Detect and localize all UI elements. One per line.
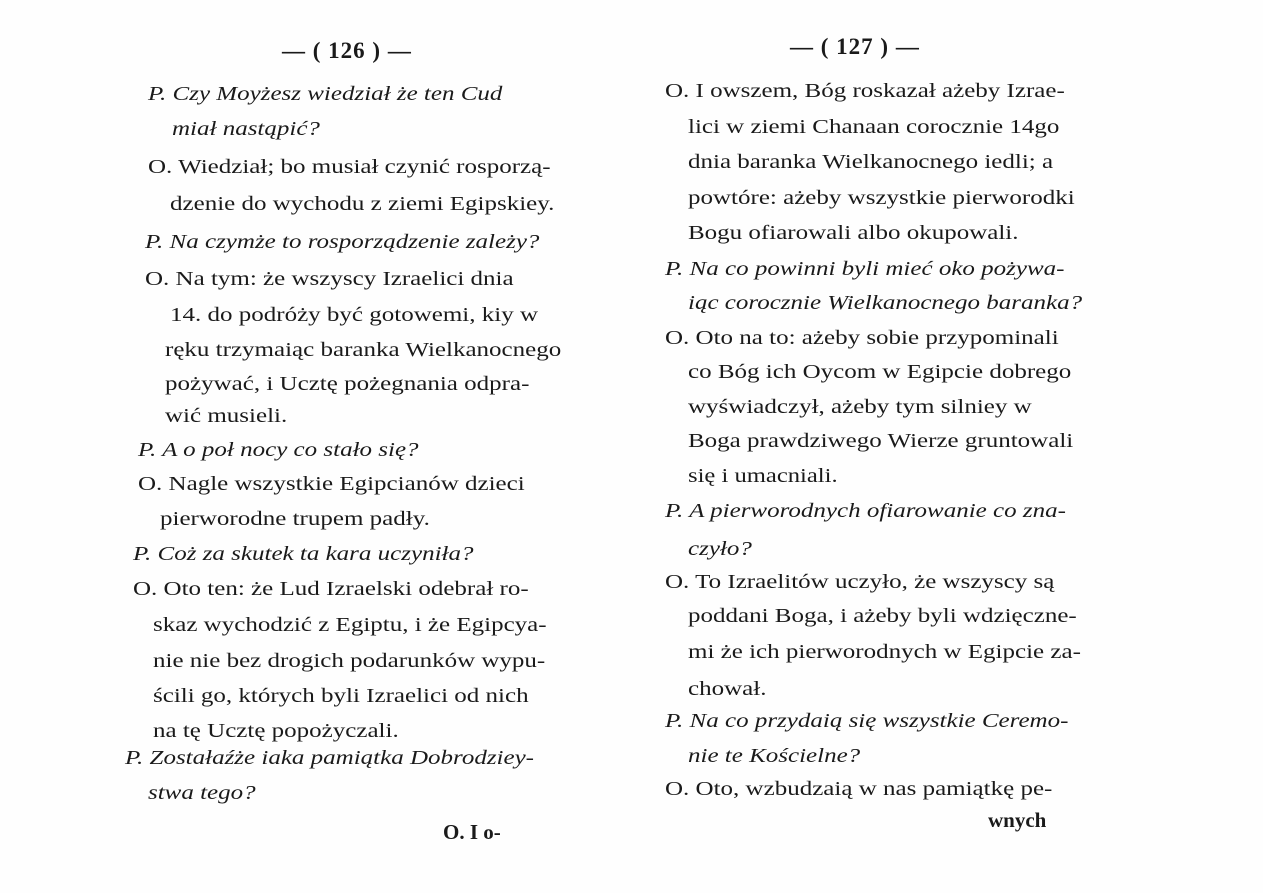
question-line: czyło? [688,538,752,560]
question-line: P. Na co przydaią się wszystkie Ceremo- [665,710,1069,732]
answer-line: mi że ich pierworodnych w Egipcie za- [688,641,1081,663]
answer-line: O. Na tym: że wszyscy Izraelici dnia [145,268,514,290]
question-line: iąc corocznie Wielkanocnego baranka? [688,292,1083,314]
answer-line: wić musieli. [165,405,288,427]
answer-line: chował. [688,678,767,700]
answer-line: O. Wiedział; bo musiał czynić rosporzą- [148,156,551,178]
answer-line: pożywać, i Ucztę pożegnania odpra- [165,373,530,395]
question-line: P. Zostałaźże iaka pamiątka Dobrodziey- [125,747,535,769]
catchword: wnych [988,808,1047,832]
question-line: P. Na co powinni byli mieć oko pożywa- [665,258,1065,280]
answer-line: 14. do podróży być gotowemi, kiy w [170,304,539,326]
answer-line: nie nie bez drogich podarunków wypu- [153,650,546,672]
question-line: miał nastąpić? [172,118,320,140]
question-line: nie te Kościelne? [688,745,861,767]
catchword: O. I o- [443,820,501,844]
answer-line: się i umacniali. [688,465,838,487]
question-line: P. A pierworodnych ofiarowanie co zna- [665,500,1066,522]
answer-line: co Bóg ich Oycom w Egipcie dobrego [688,361,1072,383]
answer-line: O. To Izraelitów uczyło, że wszyscy są [665,571,1055,593]
answer-line: dnia baranka Wielkanocnego iedli; a [688,151,1054,173]
answer-line: Bogu ofiarowali albo okupowali. [688,222,1019,244]
answer-line: ścili go, których byli Izraelici od nich [153,685,529,707]
page-header: — ( 127 ) — [790,34,920,59]
page-header: — ( 126 ) — [282,38,412,63]
answer-line: O. Oto ten: że Lud Izraelski odebrał ro- [133,578,529,600]
answer-line: lici w ziemi Chanaan corocznie 14go [688,116,1060,138]
question-line: stwa tego? [148,782,256,804]
answer-line: wyświadczył, ażeby tym silniey w [688,396,1032,418]
answer-line: pierworodne trupem padły. [160,508,430,530]
question-line: P. Na czymże to rosporządzenie zależy? [145,231,540,253]
answer-line: O. Oto na to: ażeby sobie przypominali [665,327,1059,349]
answer-line: O. Oto, wzbudzaią w nas pamiątkę pe- [665,778,1053,800]
answer-line: powtóre: ażeby wszystkie pierworodki [688,187,1075,209]
answer-line: na tę Ucztę popożyczali. [153,720,399,742]
answer-line: dzenie do wychodu z ziemi Egipskiey. [170,193,555,215]
answer-line: O. Nagle wszystkie Egipcianów dzieci [138,473,525,495]
answer-line: O. I owszem, Bóg roskazał ażeby Izrae- [665,80,1065,102]
right-page [620,0,1263,893]
answer-line: ręku trzymaiąc baranka Wielkanocnego [165,339,562,361]
question-line: P. Coż za skutek ta kara uczyniła? [133,543,474,565]
answer-line: poddani Boga, i ażeby byli wdzięczne- [688,605,1077,627]
question-line: P. Czy Moyżesz wiedział że ten Cud [148,83,503,105]
answer-line: skaz wychodzić z Egiptu, i że Egipcya- [153,614,547,636]
answer-line: Boga prawdziwego Wierze gruntowali [688,430,1074,452]
question-line: P. A o poł nocy co stało się? [138,439,419,461]
left-page [0,0,620,893]
